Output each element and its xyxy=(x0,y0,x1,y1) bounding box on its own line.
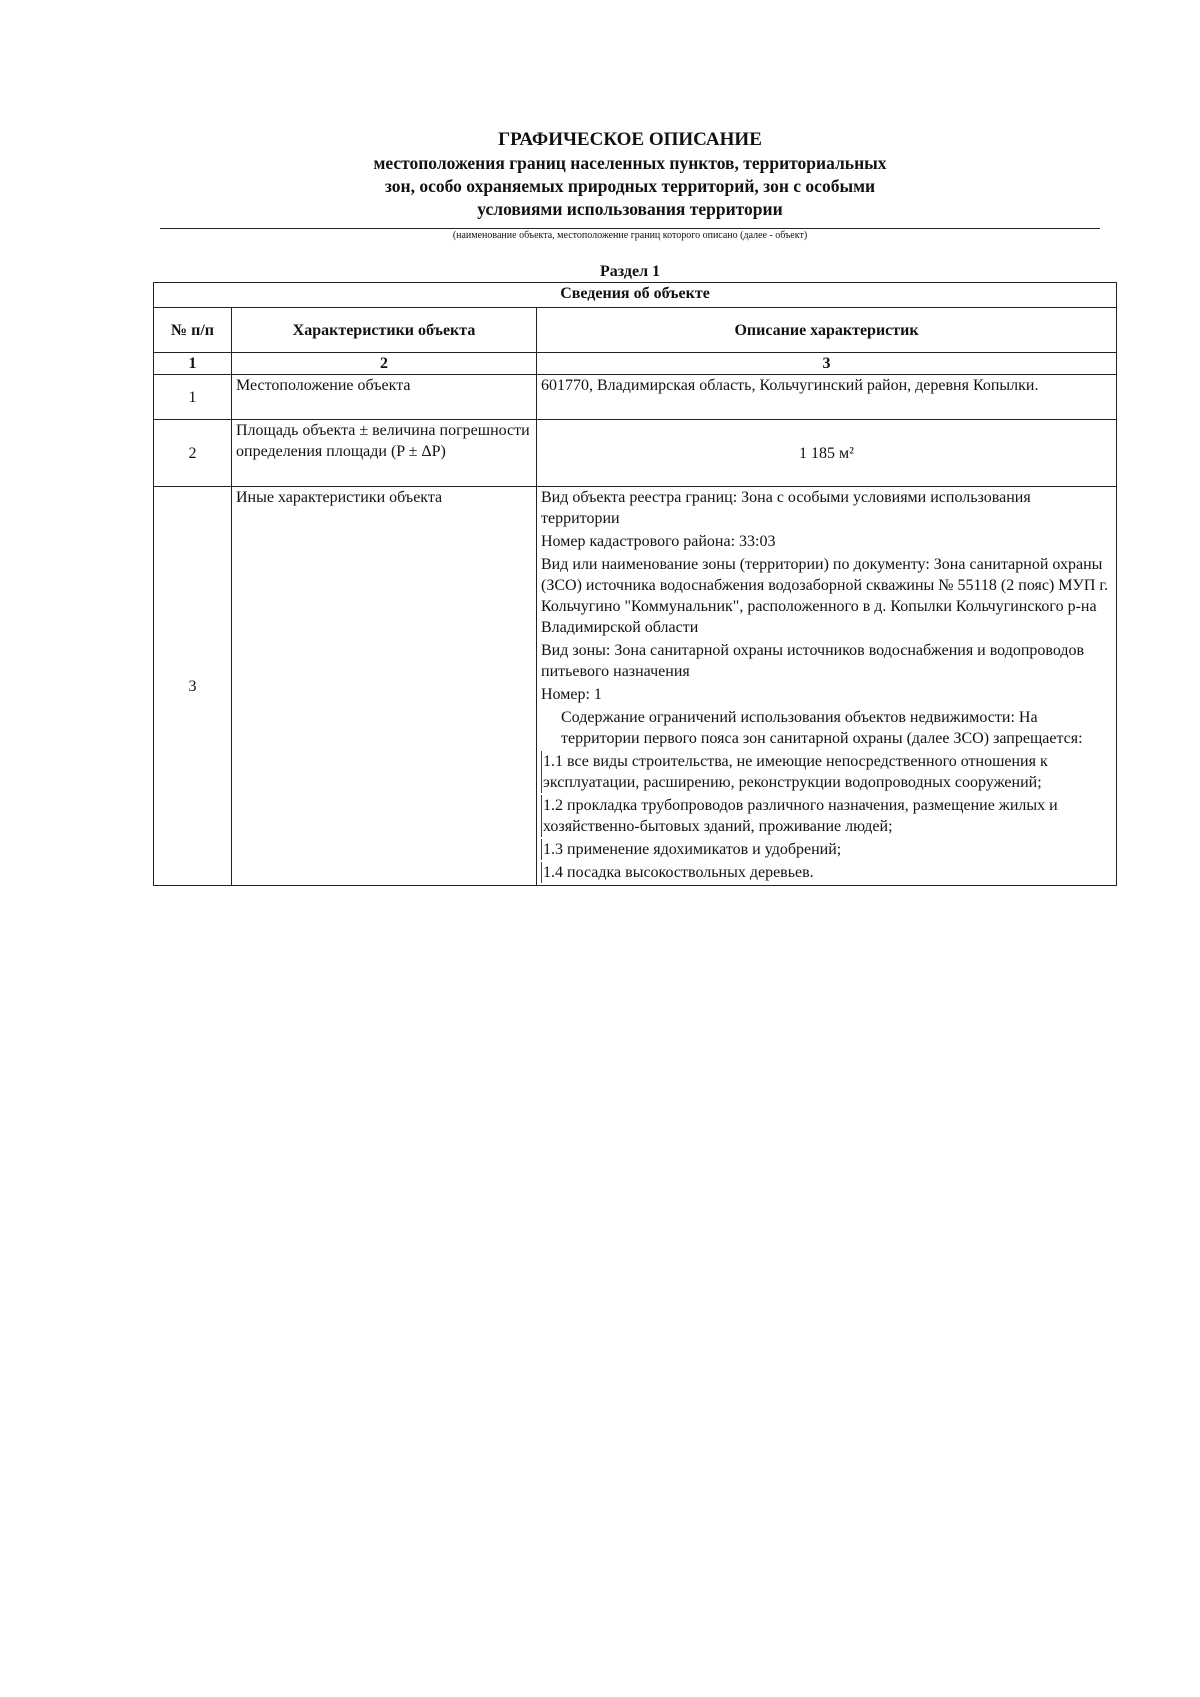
table-row xyxy=(154,420,1117,487)
column-header-description: Описание характеристик xyxy=(537,308,1117,353)
header-divider xyxy=(160,228,1100,229)
table-row xyxy=(154,375,1117,420)
description-item: Вид или наименование зоны (территории) по документу: Зона санитарной охраны (ЗСО) источника водоснабжения водозаборной скважины № 55118 (2 пояс) МУП г. Кольчугино "Коммунальник", расположенного в д. Копылки Кольчугинского р-на Владимирской области xyxy=(541,556,1109,636)
row-number: 3 xyxy=(154,487,232,886)
column-header-number: № п/п xyxy=(154,308,232,353)
description-item: Номер: 1 xyxy=(541,686,602,703)
description-item: Содержание ограничений использования объектов недвижимости: На территории первого пояса зон санитарной охраны (далее ЗСО) запрещается: xyxy=(561,709,1083,747)
column-header-characteristic: Характеристики объекта xyxy=(232,308,537,353)
section-title: Раздел 1 xyxy=(599,263,661,280)
row-characteristic: Местоположение объекта xyxy=(232,375,537,420)
description-item: Вид зоны: Зона санитарной охраны источников водоснабжения и водопроводов питьевого назначения xyxy=(541,642,1085,680)
row-characteristic: Иные характеристики объекта xyxy=(232,487,537,886)
table-header-row xyxy=(154,308,1117,353)
object-info-table xyxy=(153,282,1117,886)
row-characteristic: Площадь объекта ± величина погрешности определения площади (P ± ΔP) xyxy=(232,420,537,487)
column-number-3: 3 xyxy=(537,353,1117,375)
row-number: 2 xyxy=(154,420,232,487)
column-number-row xyxy=(154,353,1117,375)
description-item: 1.2 прокладка трубопроводов различного назначения, размещение жилых и хозяйственно-бытовых зданий, проживание людей; xyxy=(541,795,1112,837)
table-title: Сведения об объекте xyxy=(154,283,1117,308)
description-item: Номер кадастрового района: 33:03 xyxy=(541,533,776,550)
description-item: 1.3 применение ядохимикатов и удобрений; xyxy=(541,839,1112,860)
document-title: ГРАФИЧЕСКОЕ ОПИСАНИЕ xyxy=(498,129,762,150)
row-description xyxy=(537,487,1117,886)
table-row xyxy=(154,487,1117,886)
description-item: 1.4 посадка высокоствольных деревьев. xyxy=(541,862,1112,883)
column-number-1: 1 xyxy=(154,353,232,375)
subtitle-line-1: местоположения границ населенных пунктов, территориальных xyxy=(373,153,887,173)
subtitle-line-3: условиями использования территории xyxy=(477,199,783,219)
column-number-2: 2 xyxy=(232,353,537,375)
row-description: 1 185 м² xyxy=(537,420,1117,487)
table-title-row xyxy=(154,283,1117,308)
row-description: 601770, Владимирская область, Кольчугинский район, деревня Копылки. xyxy=(537,375,1117,420)
subtitle-line-2: зон, особо охраняемых природных территорий, зон с особыми xyxy=(384,176,876,196)
description-item: 1.1 все виды строительства, не имеющие непосредственного отношения к эксплуатации, расширению, реконструкции водопроводных сооружений; xyxy=(541,751,1112,793)
document-header xyxy=(150,128,1110,221)
row-number: 1 xyxy=(154,375,232,420)
object-caption: (наименование объекта, местоположение границ которого описано (далее - объект) xyxy=(452,230,808,241)
description-item: Вид объекта реестра границ: Зона с особыми условиями использования территории xyxy=(541,489,1031,527)
